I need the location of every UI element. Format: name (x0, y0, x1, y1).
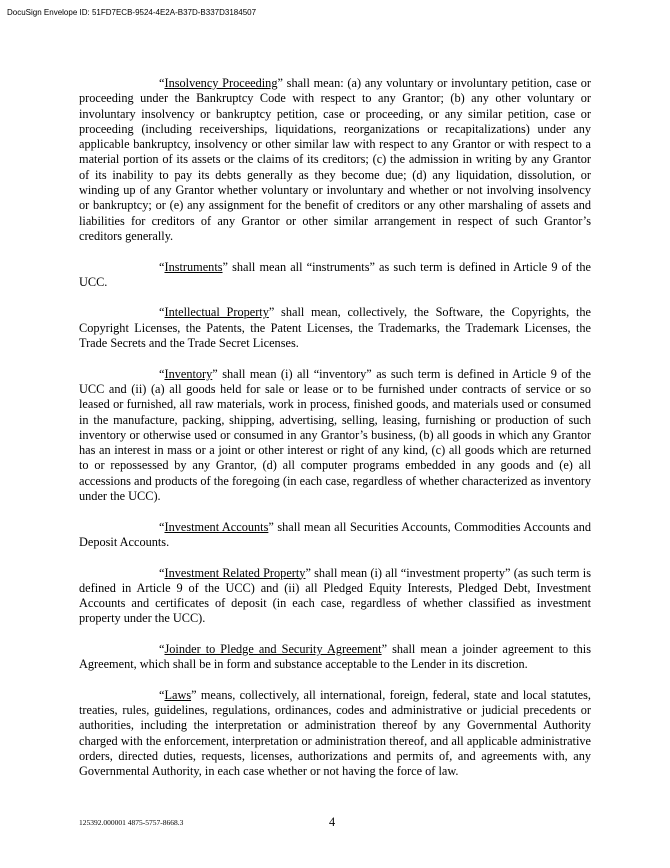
definition-text: shall mean (i) all “inventory” as such term is defined in Article 9 of the UCC and (ii) (a) all goods held for sale or lease or to be furnished under contracts of service or so leased or furnished, all raw materials, work in process, finished goods, and materials used or consumed in the manufacture, packing, shipping, advertising, selling, leasing, furnishing or production of such inventory or otherwise used or consumed in any Grantor’s business, (b) all goods in which any Grantor has an interest in mass or a joint or other interest or right of any kind, (c) all goods which are returned to or repossessed by any Grantor, (d) all computer programs embedded in any goods and (e) all accessions and products of the foregoing (in each case, regardless of whether characterized as inventory under the UCC). (79, 366, 591, 504)
definition-text: shall mean a joinder agreement to this Agreement, which shall be in form and substance acceptable to the Lender in its discretion. (79, 641, 591, 672)
definition-text: shall mean (i) all “investment property” (as such term is defined in Article 9 of the UCC) and (ii) all Pledged Equity Interests, Pledged Debt, Investment Accounts and certificates of deposit (in each case, regardless of whether classified as investment property under the UCC). (79, 565, 591, 626)
definition-laws: “Laws” means, collectively, all international, foreign, federal, state and local statutes, treaties, rules, guidelines, regulations, ordinances, codes and administrative or judicial precedents or authorities, including the interpretation or administration thereof by any Governmental Authority charged with the enforcement, interpretation or administration thereof, and all applicable administrative orders, directed duties, requests, licenses, authorizations and permits of, and agreements with, any Governmental Authority, in each case whether or not having the force of law. (79, 687, 591, 779)
footer-document-id: 125392.000001 4875-5757-8668.3 (79, 818, 184, 827)
defined-term: Laws (164, 687, 192, 702)
defined-term: Joinder to Pledge and Security Agreement (164, 641, 382, 656)
defined-term: Inventory (164, 366, 213, 381)
definition-investment-related-property: “Investment Related Property” shall mean (i) all “investment property” (as such term is defined in Article 9 of the UCC) and (ii) all Pledged Equity Interests, Pledged Debt, Investment Accounts and certificates of deposit (in each case, regardless of whether classified as investment property under the UCC). (79, 565, 591, 626)
definition-investment-accounts: “Investment Accounts” shall mean all Securities Accounts, Commodities Accounts and Deposit Accounts. (79, 519, 592, 549)
definition-insolvency-proceeding: “Insolvency Proceeding” shall mean: (a) any voluntary or involuntary petition, case or proceeding under the Bankruptcy Code with respect to any Grantor; (b) any other voluntary or involuntary insolvency or bankruptcy petition, case or proceeding, or any similar petition, case or proceeding (including receiverships, liquidations, reorganizations or recapitalizations) under any applicable bankruptcy, insolvency or other similar law with respect to any Grantor or with respect to a material portion of its assets or the claims of its creditors; (c) the admission in writing by any Grantor of its inability to pay its debts generally as they become due; (d) any liquidation, dissolution, or winding up of any Grantor whether voluntary or involuntary and whether or not involving insolvency or bankruptcy; or (e) any assignment for the benefit of creditors or any other marshaling of assets and liabilities for creditors of any Grantor or other similar arrangement in respect of such Grantor’s creditors generally. (79, 76, 591, 243)
defined-term: Investment Accounts (164, 519, 269, 534)
definition-text: means, collectively, all international, foreign, federal, state and local statutes, treaties, rules, guidelines, regulations, ordinances, codes and administrative or judicial precedents or authorities, including the interpretation or administration thereof by any Governmental Authority charged with the enforcement, interpretation or administration thereof, and all applicable administrative orders, directed duties, requests, licenses, authorizations and permits of, and agreements with, any Governmental Authority, in each case whether or not having the force of law. (79, 687, 591, 779)
envelope-id: DocuSign Envelope ID: 51FD7ECB-9524-4E2A-B37D-B337D3184507 (7, 8, 257, 17)
definition-text: shall mean: (a) any voluntary or involuntary petition, case or proceeding under the Bankruptcy Code with respect to any Grantor; (b) any other voluntary or involuntary insolvency or bankruptcy petition, case or proceeding, or any similar petition, case or proceeding (including receiverships, liquidations, reorganizations or recapitalizations) under any applicable bankruptcy, insolvency or other similar law with respect to any Grantor or with respect to a material portion of its assets or the claims of its creditors; (c) the admission in writing by any Grantor of its inability to pay its debts generally as they become due; (d) any liquidation, dissolution, or winding up of any Grantor whether voluntary or involuntary and whether or not involving insolvency or bankruptcy; or (e) any assignment for the benefit of creditors or any other marshaling of assets and liabilities for creditors of any Grantor or other similar arrangement in respect of such Grantor’s creditors generally. (79, 76, 591, 243)
defined-term: Investment Related Property (164, 565, 306, 580)
definition-text: shall mean all “instruments” as such term is defined in Article 9 of the UCC. (79, 259, 591, 289)
definition-instruments: “Instruments” shall mean all “instruments” as such term is defined in Article 9 of the UCC. (79, 259, 591, 289)
definition-intellectual-property: “Intellectual Property” shall mean, collectively, the Software, the Copyrights, the Copyright Licenses, the Patents, the Patent Licenses, the Trademarks, the Trademark Licenses, the Trade Secrets and the Trade Secret Licenses. (79, 305, 591, 351)
defined-term: Insolvency Proceeding (164, 76, 278, 90)
defined-term: Intellectual Property (164, 305, 269, 320)
document-body (79, 76, 591, 795)
definition-text: shall mean, collectively, the Software, the Copyrights, the Copyright Licenses, the Patents, the Patent Licenses, the Trademarks, the Trademark Licenses, the Trade Secrets and the Trade Secret Licenses. (79, 305, 591, 351)
definition-text: shall mean all Securities Accounts, Commodities Accounts and Deposit Accounts. (79, 519, 592, 549)
definition-joinder: “Joinder to Pledge and Security Agreement” shall mean a joinder agreement to this Agreement, which shall be in form and substance acceptable to the Lender in its discretion. (79, 641, 591, 672)
page-number: 4 (329, 815, 336, 829)
definition-inventory: “Inventory” shall mean (i) all “inventory” as such term is defined in Article 9 of the UCC and (ii) (a) all goods held for sale or lease or to be furnished under contracts of service or so leased or furnished, all raw materials, work in process, finished goods, and materials used or consumed in the manufacture, packing, shipping, advertising, selling, leasing, furnishing or production of such inventory or otherwise used or consumed in any Grantor’s business, (b) all goods in which any Grantor has an interest in mass or a joint or other interest or right of any kind, (c) all goods which are returned to or repossessed by any Grantor, (d) all computer programs embedded in any goods and (e) all accessions and products of the foregoing (in each case, regardless of whether characterized as inventory under the UCC). (79, 366, 591, 504)
defined-term: Instruments (164, 259, 223, 274)
